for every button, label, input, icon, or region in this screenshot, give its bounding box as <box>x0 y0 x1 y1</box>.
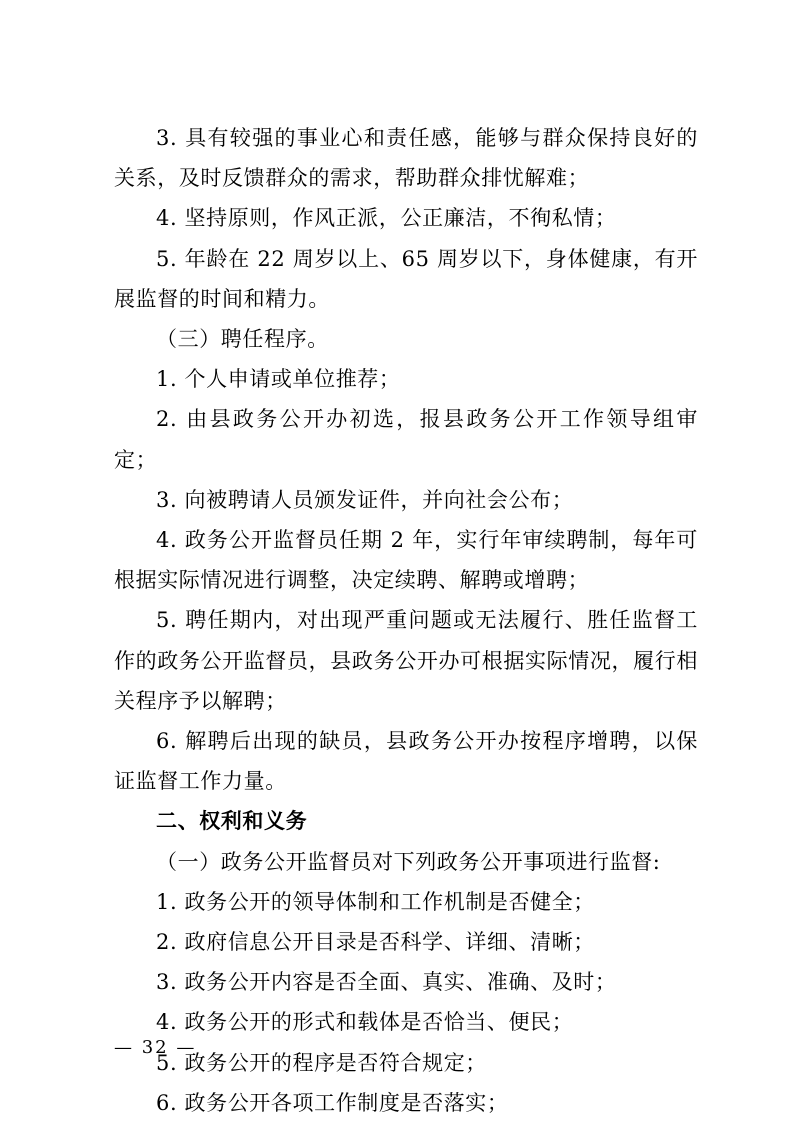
paragraph-supervision-3: 3. 政务公开内容是否全面、真实、准确、及时； <box>156 970 617 995</box>
section-heading-rights-duties: 二、权利和义务 <box>156 809 308 834</box>
paragraph-supervision-4: 4. 政务公开的形式和载体是否恰当、便民； <box>156 1010 574 1035</box>
section-heading-appointment-procedure: （三）聘任程序。 <box>156 327 329 352</box>
paragraph-procedure-2: 2. 由县政务公开办初选，报县政务公开工作领导组审定； <box>114 407 698 472</box>
paragraph-qualification-3: 3. 具有较强的事业心和责任感，能够与群众保持良好的关系，及时反馈群众的需求，帮助群众排忧解难； <box>114 126 698 191</box>
paragraph-supervision-6: 6. 政务公开各项工作制度是否落实； <box>156 1090 509 1115</box>
paragraph-procedure-5: 5. 聘任期内，对出现严重问题或无法履行、胜任监督工作的政务公开监督员，县政务公开办可根据实际情况，履行相关程序予以解聘； <box>114 608 698 713</box>
subsection-heading-supervision-items: （一）政务公开监督员对下列政务公开事项进行监督: <box>156 849 661 874</box>
paragraph-qualification-4: 4. 坚持原则，作风正派，公正廉洁，不徇私情； <box>156 206 617 231</box>
paragraph-procedure-3: 3. 向被聘请人员颁发证件，并向社会公布； <box>156 487 574 512</box>
paragraph-procedure-1: 1. 个人申请或单位推荐； <box>156 367 401 392</box>
paragraph-qualification-5: 5. 年龄在 22 周岁以上、65 周岁以下，身体健康，有开展监督的时间和精力。 <box>114 246 698 311</box>
paragraph-supervision-1: 1. 政务公开的领导体制和工作机制是否健全； <box>156 889 595 914</box>
document-body <box>114 118 698 1123</box>
paragraph-procedure-4: 4. 政务公开监督员任期 2 年，实行年审续聘制，每年可根据实际情况进行调整，决定续聘、解聘或增聘； <box>114 528 698 593</box>
page-number: — 32 — <box>114 1037 197 1058</box>
paragraph-supervision-2: 2. 政府信息公开目录是否科学、详细、清晰； <box>156 930 595 955</box>
paragraph-procedure-6: 6. 解聘后出现的缺员，县政务公开办按程序增聘，以保证监督工作力量。 <box>114 729 698 794</box>
paragraph-supervision-5: 5. 政务公开的程序是否符合规定； <box>156 1050 487 1075</box>
